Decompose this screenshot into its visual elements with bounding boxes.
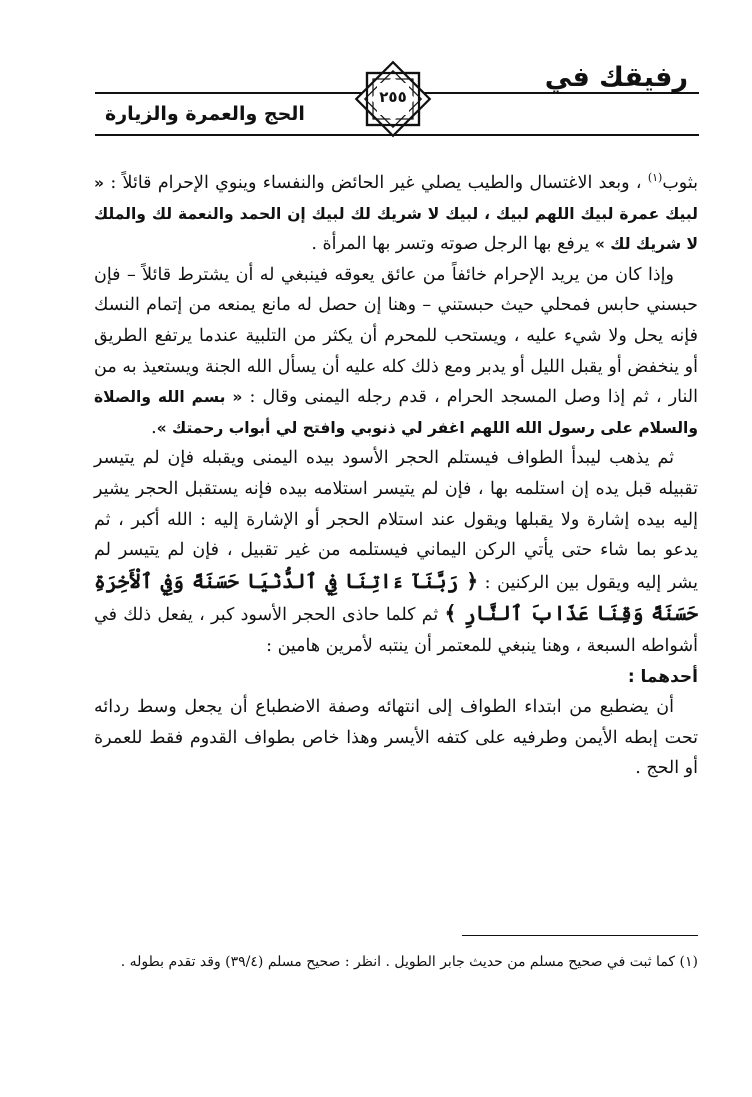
- dua-quote: « بسم الله والصلاة والسلام على رسول الله اللهم اغفر لي ذنوبي وافتح لي أبواب رحمتك »: [94, 388, 698, 437]
- footnote-text: كما ثبت في صحيح مسلم من حديث جابر الطويل . انظر : صحيح مسلم (٣٩/٤) وقد تقدم بطوله .: [120, 954, 680, 970]
- text-run: بثوب: [662, 173, 698, 193]
- footnote-separator: [462, 935, 698, 936]
- footnote-reference: (١): [647, 171, 663, 185]
- paragraph-2: [94, 260, 698, 444]
- subheading: أحدهما :: [627, 666, 698, 687]
- running-head-book-title: رفيقك في: [544, 62, 688, 93]
- text-run: ثم كلما حاذى الحجر الأسود كبر ، يفعل ذلك في أشواطه السبعة ، وهنا ينبغي للمعتمر أن ينتبه لأمرين هامين :: [94, 605, 698, 656]
- paragraph-3: [94, 443, 698, 661]
- page-number: ٢٥٥: [379, 88, 407, 106]
- text-run: وإذا كان من يريد الإحرام خائفاً من عائق يعوقه فينبغي له أن يشترط قائلاً – فإن حبسني حابس فمحلي حيث حبستني – وهنا إن حصل له مانع يمنعه من إتمام النسك فإنه يحل ولا شيء عليه ، ويستحب للمحرم أن يكثر من التلبية عندما يرتفع الطريق أو ينخفض أو يقبل الليل أو يدبر ومع ذلك كله عليه أن يسأل الله الجنة ويستعيذ به من النار ، ثم إذا وصل المسجد الحرام ، قدم رجله اليمنى وقال :: [94, 264, 698, 408]
- text-run: يرفع بها الرجل صوته وتسر بها المرأة .: [311, 234, 595, 255]
- paragraph-1: [94, 168, 698, 260]
- quran-verse: ﴿ رَبَّنَآ ءَاتِنَا فِي ٱلدُّنْيَا حَسَنَةً وَفِي ٱلْأَخِرَةِ حَسَنَةً وَقِنَا عَذَابَ ٱلنَّارِ ﴾: [94, 568, 698, 626]
- subheading-paragraph: [94, 662, 698, 693]
- talbiya-quote: « لبيك عمرة لبيك اللهم لبيك ، لبيك لا شريك لك لبيك إن الحمد والنعمة لك والملك لا شريك لك »: [94, 174, 698, 254]
- footnote-paragraph: [94, 948, 698, 977]
- page-number-badge: [354, 60, 432, 138]
- paragraph-4: أن يضطبع من ابتداء الطواف إلى انتهائه وصفة الاضطباع أن يجعل وسط ردائه تحت إبطه الأيمن وطرفيه على كتفه الأيسر وهذا خاص بطواف القدوم فقط للعمرة أو الحج .: [94, 697, 698, 779]
- text-run: ثم يذهب ليبدأ الطواف فيستلم الحجر الأسود بيده اليمنى ويقبله فإن لم يتيسر تقبيله قبل يده إن استلمه بها ، فإن لم يتيسر استلامه بيده فإنه يستقبل الحجر يشير إليه بيده إشارة ولا يقبلها ويقول عند استلام الحجر أو الإشارة إليه : الله أكبر ، ثم يدعو بما شاء حتى يأتي الركن اليماني فيستلمه من غير تقبيل ، فإن لم يتيسر لم يشر إليه ويقول بين الركنين :: [94, 448, 698, 593]
- text-run: ، وبعد الاغتسال والطيب يصلي غير الحائض والنفساء وينوي الإحرام قائلاً :: [104, 173, 648, 193]
- main-text: [94, 168, 698, 784]
- footnote-marker: (١): [679, 954, 698, 970]
- text-run: .: [151, 417, 157, 438]
- running-head-chapter-title: الحج والعمرة والزيارة: [105, 103, 305, 125]
- footnote: [94, 948, 698, 977]
